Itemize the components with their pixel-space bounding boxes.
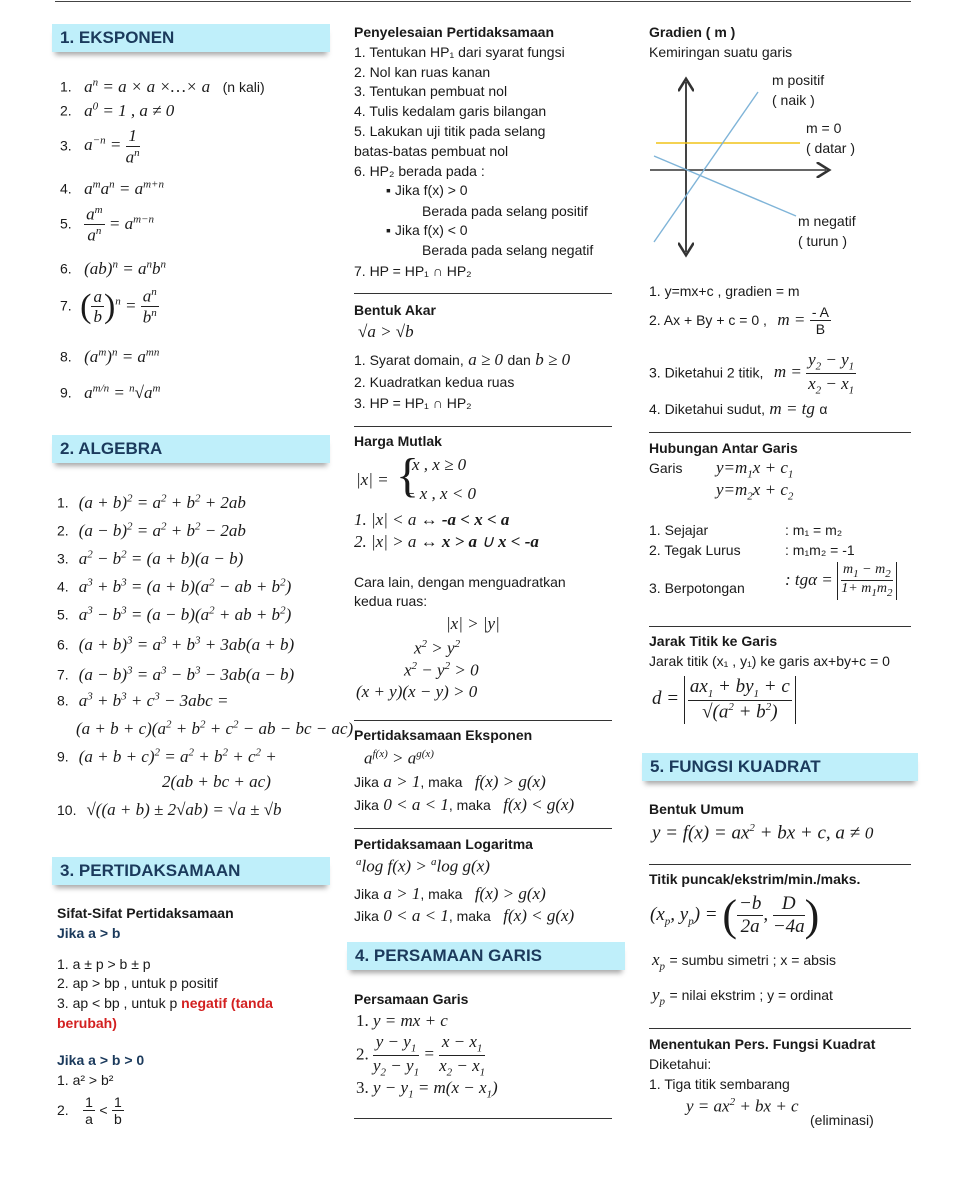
sifat-2: 2. ap > bp , untuk p positif (57, 975, 218, 991)
yp-desc: $y_p$ = nilai ekstrim ; y = ordinat (652, 985, 833, 1008)
hub-berpotongan: 3. Berpotongan (649, 580, 745, 596)
sifat-1: 1. a ± p > b ± p (57, 956, 151, 972)
label-naik: ( naik ) (772, 92, 815, 108)
eksponen-rule-2: 2. $a^0 = 1$ , a ≠ 0 (60, 100, 175, 120)
abs-rule-2: 2. |x| > a ↔ x > a ∪ x < -a (354, 532, 539, 551)
titik-puncak-title: Titik puncak/ekstrim/min./maks. (649, 871, 861, 887)
abs-def-lhs: |x| = (356, 470, 389, 489)
tiga-titik: 1. Tiga titik sembarang (649, 1076, 790, 1092)
peny-step-4: 4. Tulis kedalam garis bilangan (354, 103, 547, 119)
algebra-rule-8: 8. $a^3 + b^3 + c^3 - 3abc$ = (57, 690, 229, 710)
algebra-rule-9: 9. $(a + b + c)^2 = a^2 + b^2 + c^2$ + (57, 746, 277, 766)
jarak-formula: d = $\frac{ax_1 + by_1 + c}{√(a^2 + b^2)}$ (652, 676, 796, 724)
eksponen-rule-3: 3. $a^{-n}$ = $\frac{1}{a^n}$ (60, 126, 140, 167)
top-rule (55, 1, 911, 2)
peny-step-5: 5. Lakukan uji titik pada selang (354, 123, 546, 139)
section-header-persamaan-garis: 4. PERSAMAAN GARIS (347, 942, 625, 970)
abs-brace: { (396, 449, 420, 502)
pl-inequality: $^a$log f(x) > $^a$log g(x) (356, 856, 490, 876)
tiga-titik-formula: $y = ax^2$ + bx + c (686, 1096, 799, 1116)
pe-case-2: Jika 0 < a < 1, maka f(x) < g(x) (354, 795, 575, 814)
divider (354, 720, 612, 721)
peny-bullet-2: ▪ Jika f(x) < 0 (386, 222, 468, 238)
pl-case-1: Jika a > 1, maka f(x) > g(x) (354, 884, 546, 903)
titik-puncak-formula: ($x_p$, $y_p$) = ( $\frac{-b}{2a}$ , $\frac{D}{-4a}$ ) (650, 891, 820, 940)
garis-eq-1: $y=m_1x + c_1$ (716, 458, 794, 481)
algebra-rule-9-cont: 2(ab + bc + ac) (162, 772, 271, 791)
akar-step-2: 2. Kuadratkan kedua ruas (354, 374, 515, 390)
section-header-eksponen: 1. EKSPONEN (52, 24, 330, 52)
pg-rule-3: 3. $y - y_1 = m(x - x_1)$ (356, 1078, 498, 1101)
hub-berpotongan-formula: : tgα = $\frac{m_1 - m_2}{1+ m_1m_2}$ (785, 562, 897, 600)
peny-step-3: 3. Tentukan pembuat nol (354, 83, 508, 99)
peny-bullet-2-desc: Berada pada selang negatif (422, 242, 594, 258)
sifat-3-cont: berubah) (57, 1015, 117, 1031)
bentuk-umum-formula: $y = f(x) = ax^2$ + bx + c, a ≠ 0 (652, 822, 874, 844)
label-m-nol: m = 0 (806, 120, 842, 136)
garis-label: Garis (649, 460, 683, 476)
divider (354, 1118, 612, 1119)
persamaan-garis-title: Persamaan Garis (354, 991, 469, 1007)
eksponen-rule-8: 8. $(a^m)^n = a^{mn}$ (60, 346, 160, 366)
section-header-algebra: 2. ALGEBRA (52, 435, 330, 463)
peny-step-6: 6. HP₂ berada pada : (354, 163, 485, 179)
penyelesaian-title: Penyelesaian Pertidaksamaan (354, 24, 555, 40)
eksponen-rule-1: 1. $a^n = a \times a$ ×…× a (n kali) (60, 76, 265, 96)
sifat-kuadrat: 1. a² > b² (57, 1072, 114, 1088)
algebra-rule-3: 3. $a^2 - b^2 = (a + b)(a - b)$ (57, 548, 244, 568)
divider (354, 828, 612, 829)
akar-step-3: 3. HP = HP₁ ∩ HP₂ (354, 395, 472, 411)
akar-inequality: √a > √b (358, 322, 414, 341)
pl-case-2: Jika 0 < a < 1, maka f(x) < g(x) (354, 906, 575, 925)
divider (354, 293, 612, 294)
label-m-negatif: m negatif (798, 213, 856, 229)
abs-case-2: − x , x < 0 (404, 484, 477, 503)
algebra-rule-10: 10. √((a + b) ± 2√ab) = √a ± √b (57, 800, 282, 819)
gradien-rule-4: 4. Diketahui sudut, m = tg α (649, 399, 828, 418)
gradien-rule-2: 2. Ax + By + c = 0 , m = $\frac{- A}{B}$ (649, 304, 829, 338)
section-header-pertidaksamaan: 3. PERTIDAKSAMAAN (52, 857, 330, 885)
algebra-rule-4: 4. $a^3 + b^3 = (a + b)(a^2$ − ab + $b^2$) (57, 576, 292, 596)
peny-step-2: 2. Nol kan ruas kanan (354, 64, 491, 80)
eliminasi-label: (eliminasi) (810, 1112, 874, 1128)
harga-mutlak-title: Harga Mutlak (354, 433, 442, 449)
abs-square-3: $x^2 - y^2 > 0$ (404, 660, 479, 680)
akar-step-1: 1. Syarat domain, a ≥ 0 dan b ≥ 0 (354, 350, 571, 369)
eksponen-rule-5: 5. $\frac{a^m}{a^n}$ = $a^{m-n}$ (60, 204, 154, 245)
divider (649, 1028, 911, 1029)
menentukan-title: Menentukan Pers. Fungsi Kuadrat (649, 1036, 876, 1052)
eksponen-rule-9: 9. $a^{m/n} = ^n√a^m$ (60, 382, 161, 402)
gradien-subtitle: Kemiringan suatu garis (649, 44, 793, 60)
hub-tegak-lurus-val: : m₁m₂ = -1 (785, 542, 855, 558)
abs-square-4: (x + y)(x − y) > 0 (356, 682, 478, 701)
divider (354, 426, 612, 427)
jika-a-gt-b-gt-0: Jika a > b > 0 (57, 1052, 145, 1068)
abs-square-2: $x^2 > y^2$ (414, 638, 461, 658)
hub-sejajar: 1. Sejajar (649, 522, 709, 538)
gradien-rule-1: 1. y=mx+c , gradien = m (649, 283, 800, 299)
negative-slope-line (654, 156, 796, 216)
bentuk-umum-title: Bentuk Umum (649, 801, 744, 817)
divider (649, 864, 911, 865)
eksponen-rule-4: 4. $a^ma^n = a^{m+n}$ (60, 178, 164, 198)
divider (649, 626, 911, 627)
algebra-rule-8-cont: $(a + b + c)(a^2 + b^2 + c^2$ − ab − bc − ac) (76, 718, 354, 738)
algebra-rule-7: 7. $(a - b)^3 = a^3 - b^3 - 3ab(a - b)$ (57, 664, 295, 684)
jarak-title: Jarak Titik ke Garis (649, 633, 778, 649)
peny-bullet-1: ▪ Jika f(x) > 0 (386, 182, 468, 198)
hub-sejajar-val: : m₁ = m₂ (785, 522, 843, 538)
xp-desc: $x_p$ = sumbu simetri ; x = absis (652, 950, 837, 973)
positive-slope-line (654, 92, 758, 242)
sifat-3: 3. ap < bp , untuk p negatif (tanda (57, 995, 273, 1011)
label-datar: ( datar ) (806, 140, 856, 156)
pg-rule-2: 2. $\frac{y - y_1}{y_2 - y_1}$ = $\frac{x - x_1}{x_2 - x_1}$ (356, 1032, 486, 1079)
algebra-rule-1: 1. $(a + b)^2 = a^2 + b^2 + 2ab$ (57, 492, 246, 512)
jarak-subtitle: Jarak titik (x₁ , y₁) ke garis ax+by+c = 0 (649, 653, 890, 669)
pg-rule-1: 1. y = mx + c (356, 1011, 448, 1030)
hub-tegak-lurus: 2. Tegak Lurus (649, 542, 741, 558)
gradien-rule-3: 3. Diketahui 2 titik, m = $\frac{y_2 - y_1}{x_2 - x_1}$ (649, 350, 855, 397)
sifat-kebalikan: 2. $\frac{1}{a}$ < $\frac{1}{b}$ (57, 1094, 122, 1128)
section-header-fungsi-kuadrat: 5. FUNGSI KUADRAT (642, 753, 918, 781)
pe-inequality: $a^{f(x)} > a^{g(x)}$ (364, 748, 434, 768)
bentuk-akar-title: Bentuk Akar (354, 302, 436, 318)
label-m-positif: m positif (772, 72, 825, 88)
label-turun: ( turun ) (798, 233, 848, 249)
peny-step-1: 1. Tentukan HP₁ dari syarat fungsi (354, 44, 565, 60)
gradien-title: Gradien ( m ) (649, 24, 736, 40)
divider (649, 432, 911, 433)
eksponen-rule-6: 6. $(ab)^n = a^nb^n$ (60, 258, 166, 278)
eksponen-rule-7: 7. ( $\frac{a}{b}$ )$^n$ = $\frac{a^n}{b^n}$ (60, 286, 157, 327)
peny-step-5-cont: batas-batas pembuat nol (354, 143, 509, 159)
jika-a-gt-b: Jika a > b (57, 925, 121, 941)
pert-eksponen-title: Pertidaksamaan Eksponen (354, 727, 533, 743)
abs-rule-1: 1. |x| < a ↔ -a < x < a (354, 510, 510, 529)
cara-lain-2: kedua ruas: (354, 593, 428, 609)
algebra-rule-2: 2. $(a - b)^2 = a^2 + b^2 - 2ab$ (57, 520, 246, 540)
abs-case-1: x , x ≥ 0 (412, 455, 467, 474)
sifat-title: Sifat-Sifat Pertidaksamaan (57, 905, 234, 921)
hubungan-title: Hubungan Antar Garis (649, 440, 798, 456)
peny-bullet-1-desc: Berada pada selang positif (422, 203, 588, 219)
garis-eq-2: $y=m_2x + c_2$ (716, 480, 794, 503)
diketahui-label: Diketahui: (649, 1056, 712, 1072)
algebra-rule-6: 6. $(a + b)^3 = a^3 + b^3 + 3ab(a + b)$ (57, 634, 295, 654)
pe-case-1: Jika a > 1, maka f(x) > g(x) (354, 772, 546, 791)
algebra-rule-5: 5. $a^3 - b^3 = (a - b)(a^2$ + ab + $b^2$) (57, 604, 292, 624)
cara-lain-1: Cara lain, dengan menguadratkan (354, 574, 566, 590)
peny-step-7: 7. HP = HP₁ ∩ HP₂ (354, 263, 472, 279)
pert-logaritma-title: Pertidaksamaan Logaritma (354, 836, 533, 852)
abs-square-1: |x| > |y| (446, 614, 500, 633)
